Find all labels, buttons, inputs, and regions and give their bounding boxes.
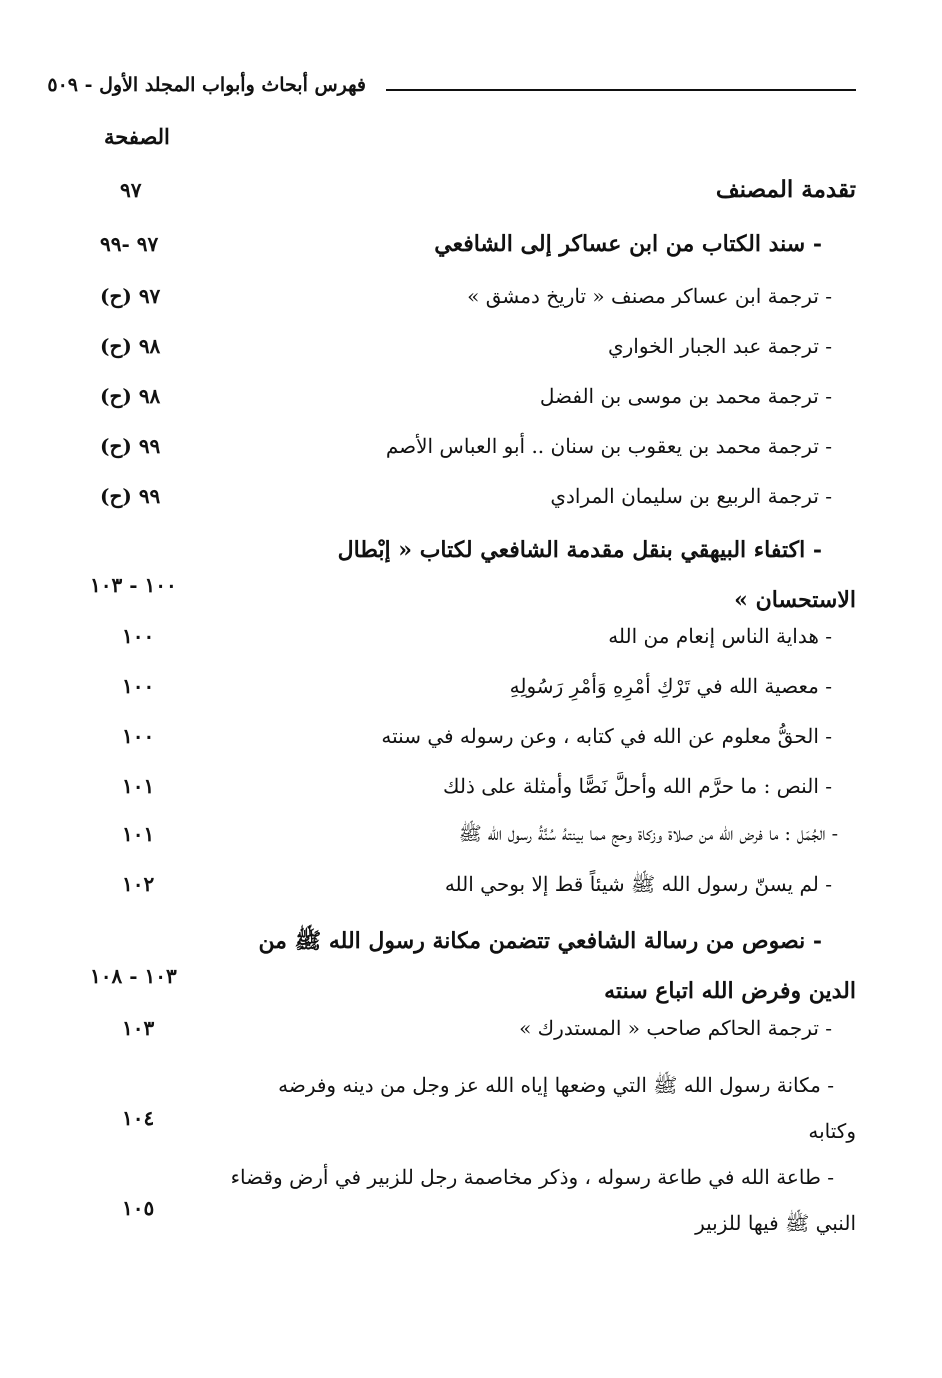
entry-page: ١٠٤ xyxy=(122,1106,155,1130)
entry-title: تقدمة المصنف xyxy=(715,176,856,203)
entry-title-line: - اكتفاء البيهقي بنقل مقدمة الشافعي لكتاب « إبْطال xyxy=(337,537,822,563)
entry-page: ١٠٥ xyxy=(122,1196,155,1220)
entry-page: ١٠٠ xyxy=(122,724,155,748)
entry-title-line: الاستحسان » xyxy=(734,587,856,613)
page-column-label: الصفحة xyxy=(104,124,170,149)
entry-page: ٩٧ (ح) xyxy=(100,284,161,308)
entry-title: - لم يسنّ رسول الله ﷺ شيئاً قط إلا بوحي الله xyxy=(444,872,832,896)
entry-title: - الجُمَل : ما فرض الله من صلاة وزكاة وحج مما بينتهُ سُنَّةُ رسول الله ﷺ xyxy=(458,823,838,845)
running-header xyxy=(47,72,856,108)
entry-page: ٩٩ (ح) xyxy=(100,484,161,508)
header-rule xyxy=(386,89,856,91)
entry-title-line: وكتابه xyxy=(808,1119,856,1143)
entry-page: ٩٧ -٩٩ xyxy=(100,232,159,256)
entry-page: ٩٨ (ح) xyxy=(100,334,161,358)
entry-title xyxy=(206,1062,856,1154)
entry-page: ٩٨ (ح) xyxy=(100,384,161,408)
header-title: فهرس أبحاث وأبواب المجلد الأول - ٥٠٩ xyxy=(47,74,366,96)
entry-title: - ترجمة ابن عساكر مصنف « تاريخ دمشق » xyxy=(467,284,832,308)
entry-title-line: - طاعة الله في طاعة رسوله ، وذكر مخاصمة رجل للزبير في أرض وقضاء xyxy=(230,1165,834,1189)
entry-title: - ترجمة الربيع بن سليمان المرادي xyxy=(550,484,832,508)
entry-page: ١٠٣ - ١٠٨ xyxy=(90,964,177,988)
entry-page: ١٠٣ xyxy=(122,1016,155,1040)
entry-title-line: الدين وفرض الله اتباع سنته xyxy=(604,978,856,1004)
entry-page: ١٠٠ xyxy=(122,674,155,698)
entry-title: - الحقُّ معلوم عن الله في كتابه ، وعن رسوله في سنته xyxy=(381,724,832,748)
entry-title: - النص : ما حرَّم الله وأحلَّ نَصًّا وأمثلة على ذلك xyxy=(443,774,832,798)
entry-title xyxy=(206,916,856,1016)
entry-title: - سند الكتاب من ابن عساكر إلى الشافعي xyxy=(434,231,822,257)
entry-title: - هداية الناس إنعام من الله xyxy=(608,624,832,648)
entry-page: ٩٧ xyxy=(120,178,142,202)
entry-title: - معصية الله في تَرْكِ أمْرِهِ وَأمْرِ رَسُولِهِ xyxy=(509,674,832,698)
entry-page: ١٠١ xyxy=(122,822,155,846)
entry-title-line: - مكانة رسول الله ﷺ التي وضعها إياه الله عز وجل من دينه وفرضه xyxy=(278,1073,834,1097)
entry-title-line: - نصوص من رسالة الشافعي تتضمن مكانة رسول الله ﷺ من xyxy=(258,928,822,954)
entry-page: ٩٩ (ح) xyxy=(100,434,161,458)
entry-page: ١٠٠ xyxy=(122,624,155,648)
entry-page: ١٠٠ - ١٠٣ xyxy=(90,573,177,597)
entry-page: ١٠٢ xyxy=(122,872,155,896)
entry-title: - ترجمة محمد بن موسى بن الفضل xyxy=(539,384,832,408)
entry-title: - ترجمة محمد بن يعقوب بن سنان .. أبو العباس الأصم xyxy=(385,434,832,458)
entry-title xyxy=(206,1154,856,1246)
entry-title-line: النبي ﷺ فيها للزبير xyxy=(695,1211,856,1235)
entry-title: - ترجمة عبد الجبار الخواري xyxy=(607,334,832,358)
entry-title xyxy=(206,525,856,625)
entry-title: - ترجمة الحاكم صاحب « المستدرك » xyxy=(519,1016,832,1040)
entry-page: ١٠١ xyxy=(122,774,155,798)
